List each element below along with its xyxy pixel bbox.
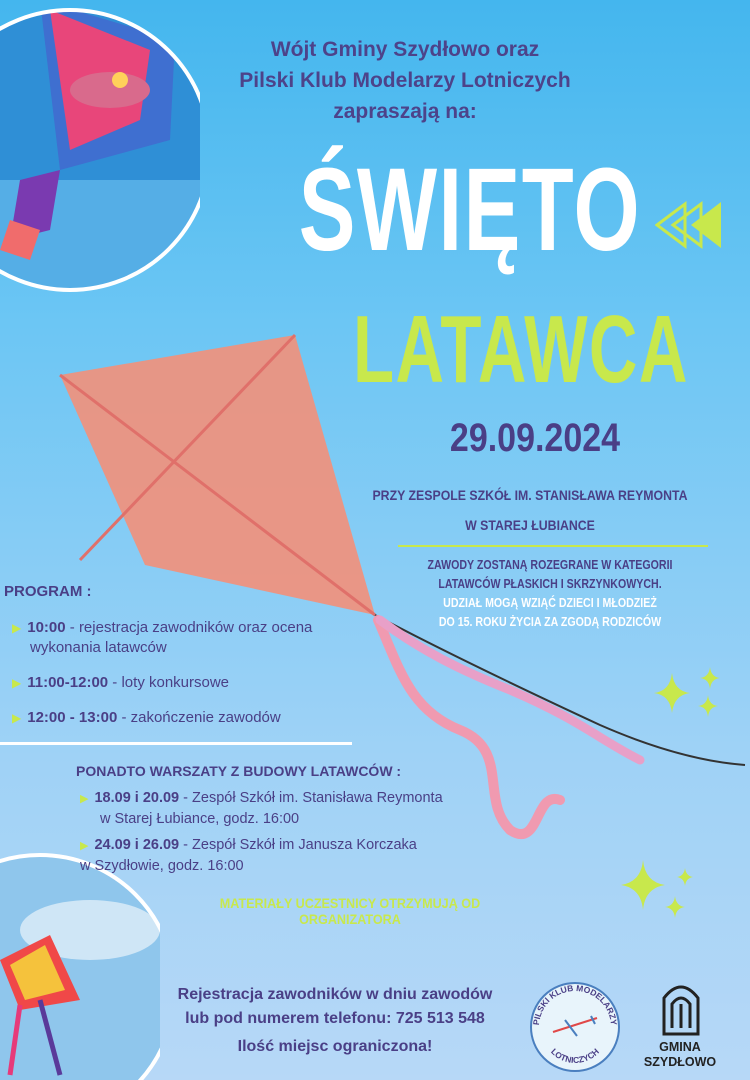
registration-line-1: Rejestracja zawodników w dniu zawodów (177, 986, 493, 1003)
place-line-1: PRZY ZESPOLE SZKÓŁ IM. STANISŁAWA REYMONTA (372, 487, 688, 503)
sparkle-icon (615, 858, 705, 928)
club-logo-top-text: PILSKI KLUB MODELARZY (530, 982, 620, 1026)
arrow-right-icon: ▶ (80, 793, 89, 805)
sparkle-icon (650, 665, 740, 725)
program-time: 11:00-12:00 (27, 674, 109, 691)
program-item (12, 618, 312, 658)
workshop-text: - Zespół Szkół im Janusza Korczaka (179, 837, 417, 853)
place-line-2: W STAREJ ŁUBIANCE (465, 517, 595, 533)
gmina-line-1: GMINA (659, 1040, 701, 1054)
triangles-decoration-icon (655, 200, 725, 250)
registration-info (150, 983, 520, 1031)
gmina-line-2: SZYDŁOWO (643, 1055, 717, 1069)
workshops-heading: PONADTO WARSZATY Z BUDOWY LATAWCÓW : (76, 763, 402, 779)
kite-photo-bottom (0, 850, 160, 1080)
header-line-3: zapraszają na: (333, 100, 477, 123)
program-text: - rejestracja zawodników oraz ocena (65, 619, 313, 636)
header-line-1: Wójt Gminy Szydłowo oraz (270, 38, 540, 61)
program-text: - loty konkursowe (108, 674, 230, 691)
info-line-1: ZAWODY ZOSTANĄ ROZEGRANE W KATEGORII (427, 558, 673, 572)
info-line-4: DO 15. ROKU ŻYCIA ZA ZGODĄ RODZICÓW (438, 615, 662, 629)
workshop-dates: 18.09 i 20.09 (94, 790, 180, 806)
title-line-2: LATAWCA (353, 296, 689, 403)
arrow-right-icon: ▶ (80, 840, 89, 852)
info-line-3: UDZIAŁ MOGĄ WZIĄĆ DZIECI I MŁODZIEŻ (443, 596, 657, 610)
club-logo-bottom-text: LOTNICZYCH (549, 1046, 601, 1066)
workshop-text-cont: w Szydłowie, godz. 16:00 (80, 858, 244, 874)
program-item (12, 708, 281, 728)
organizers-header (180, 34, 630, 127)
arrow-right-icon: ▶ (12, 676, 22, 690)
competition-info (406, 556, 695, 632)
registration-line-2: lub pod numerem telefonu: 725 513 548 (185, 1010, 485, 1027)
event-date: 29.09.2024 (449, 416, 621, 460)
divider-line (398, 545, 708, 547)
header-line-2: Pilski Klub Modelarzy Lotniczych (239, 69, 571, 92)
materials-note: MATERIAŁY UCZESTNICY OTRZYMUJĄ OD ORGANIZATORA (219, 895, 481, 927)
program-item (12, 673, 229, 693)
program-text-cont: wykonania latawców (30, 639, 167, 656)
program-time: 12:00 - 13:00 (27, 709, 118, 726)
gmina-logo-text (630, 1040, 730, 1070)
kite-photo-top (0, 0, 200, 300)
program-time: 10:00 (27, 619, 66, 636)
workshop-dates: 24.09 i 26.09 (94, 837, 180, 853)
program-heading: PROGRAM : (4, 583, 92, 600)
title-line-1: ŚWIĘTO (298, 144, 642, 276)
limited-places-note: Ilość miejsc ograniczona! (237, 1038, 433, 1055)
arrow-right-icon: ▶ (12, 621, 22, 635)
info-line-2: LATAWCÓW PŁASKICH I SKRZYNKOWYCH. (438, 577, 662, 591)
workshop-item (80, 835, 500, 876)
workshop-item (80, 788, 500, 829)
arrow-right-icon: ▶ (12, 711, 22, 725)
gmina-crest-icon (660, 978, 702, 1036)
club-logo (525, 980, 625, 1075)
program-text: - zakończenie zawodów (117, 709, 281, 726)
workshop-text: - Zespół Szkół im. Stanisława Reymonta (179, 790, 443, 806)
event-place (363, 480, 697, 540)
workshop-text-cont: w Starej Łubiance, godz. 16:00 (100, 811, 300, 827)
section-divider (0, 742, 352, 745)
